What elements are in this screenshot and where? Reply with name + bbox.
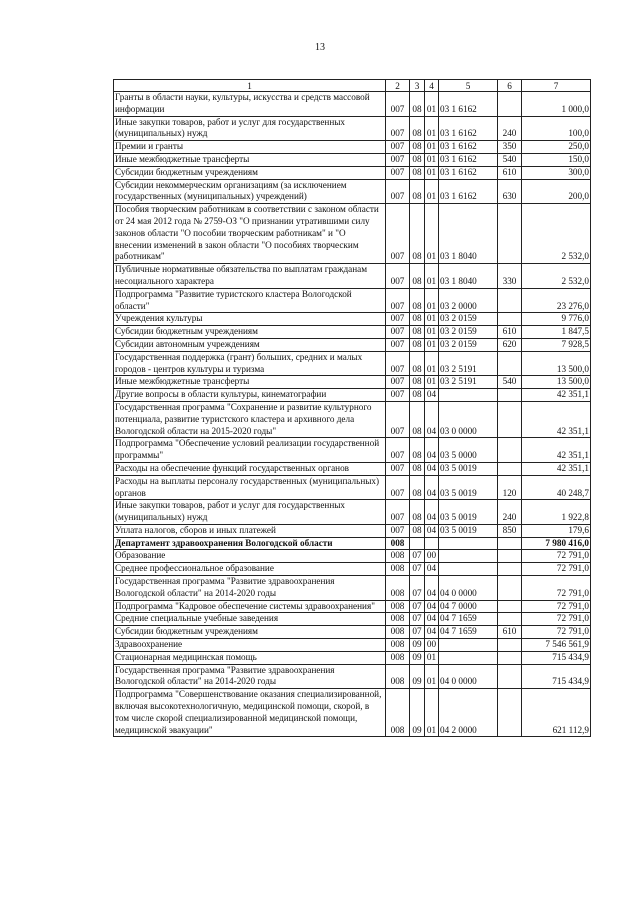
row-ministry-code: 008 [386, 613, 410, 626]
row-ministry-code: 007 [386, 141, 410, 154]
row-ministry-code: 007 [386, 524, 410, 537]
row-target-code: 03 1 8040 [439, 264, 498, 289]
row-ministry-code: 007 [386, 376, 410, 389]
row-amount: 72 791,0 [522, 600, 591, 613]
row-name: Субсидии бюджетным учреждениям [114, 166, 386, 179]
row-name: Расходы на выплаты персоналу государственных (муниципальных) органов [114, 475, 386, 500]
table-row [114, 179, 591, 204]
row-subsection-code: 01 [425, 92, 439, 117]
row-ministry-code: 007 [386, 313, 410, 326]
row-amount: 13 500,0 [522, 351, 591, 376]
row-ministry-code: 007 [386, 462, 410, 475]
table-row [114, 664, 591, 689]
row-section-code: 08 [410, 524, 425, 537]
row-expense-type [498, 576, 522, 601]
row-amount: 40 248,7 [522, 475, 591, 500]
row-expense-type: 540 [498, 153, 522, 166]
row-section-code: 08 [410, 475, 425, 500]
row-expense-type [498, 401, 522, 437]
row-subsection-code: 04 [425, 475, 439, 500]
row-ministry-code: 008 [386, 626, 410, 639]
row-ministry-code: 007 [386, 389, 410, 402]
row-amount: 100,0 [522, 116, 591, 141]
row-subsection-code: 01 [425, 166, 439, 179]
row-expense-type: 350 [498, 141, 522, 154]
row-name: Расходы на обеспечение функций государственных органов [114, 462, 386, 475]
row-subsection-code: 01 [425, 351, 439, 376]
row-expense-type: 610 [498, 626, 522, 639]
row-ministry-code: 008 [386, 689, 410, 737]
row-target-code: 03 5 0019 [439, 500, 498, 525]
table-row [114, 326, 591, 339]
row-subsection-code: 04 [425, 389, 439, 402]
row-subsection-code [425, 537, 439, 550]
row-name: Премии и гранты [114, 141, 386, 154]
row-expense-type [498, 288, 522, 313]
table-row [114, 141, 591, 154]
table-row [114, 524, 591, 537]
row-name: Субсидии бюджетным учреждениям [114, 326, 386, 339]
row-expense-type: 240 [498, 500, 522, 525]
row-amount: 715 434,9 [522, 651, 591, 664]
row-subsection-code: 04 [425, 500, 439, 525]
row-subsection-code: 01 [425, 313, 439, 326]
row-amount: 42 351,1 [522, 438, 591, 463]
row-ministry-code: 007 [386, 500, 410, 525]
row-section-code: 09 [410, 651, 425, 664]
row-expense-type [498, 651, 522, 664]
row-name: Государственная программа "Развитие здравоохранения Вологодской области" на 2014-2020 годы [114, 664, 386, 689]
row-ministry-code: 008 [386, 563, 410, 576]
row-name: Образование [114, 550, 386, 563]
row-amount: 9 776,0 [522, 313, 591, 326]
row-amount: 42 351,1 [522, 462, 591, 475]
row-section-code: 08 [410, 351, 425, 376]
row-section-code: 08 [410, 166, 425, 179]
budget-table [113, 79, 591, 737]
row-target-code: 03 5 0000 [439, 438, 498, 463]
row-name: Иные межбюджетные трансферты [114, 153, 386, 166]
row-target-code [439, 550, 498, 563]
row-target-code: 04 0 0000 [439, 664, 498, 689]
table-row [114, 475, 591, 500]
row-target-code: 03 5 0019 [439, 462, 498, 475]
row-ministry-code: 008 [386, 550, 410, 563]
row-expense-type: 330 [498, 264, 522, 289]
row-name: Иные закупки товаров, работ и услуг для государственных (муниципальных) нужд [114, 116, 386, 141]
row-ministry-code: 007 [386, 288, 410, 313]
table-row [114, 166, 591, 179]
row-subsection-code: 04 [425, 524, 439, 537]
row-expense-type: 620 [498, 338, 522, 351]
row-amount: 72 791,0 [522, 550, 591, 563]
row-expense-type [498, 550, 522, 563]
row-target-code: 03 2 5191 [439, 376, 498, 389]
row-section-code: 07 [410, 550, 425, 563]
row-subsection-code: 01 [425, 376, 439, 389]
row-target-code: 03 2 5191 [439, 351, 498, 376]
row-section-code: 08 [410, 264, 425, 289]
row-section-code: 08 [410, 338, 425, 351]
row-section-code: 09 [410, 664, 425, 689]
row-amount: 23 276,0 [522, 288, 591, 313]
row-target-code: 03 1 6162 [439, 141, 498, 154]
row-expense-type: 540 [498, 376, 522, 389]
row-expense-type: 610 [498, 166, 522, 179]
table-row [114, 576, 591, 601]
row-expense-type [498, 92, 522, 117]
row-subsection-code: 04 [425, 462, 439, 475]
row-ministry-code: 007 [386, 438, 410, 463]
row-section-code: 08 [410, 92, 425, 117]
table-row [114, 613, 591, 626]
table-row [114, 462, 591, 475]
row-subsection-code: 04 [425, 401, 439, 437]
row-ministry-code: 008 [386, 639, 410, 652]
row-expense-type: 120 [498, 475, 522, 500]
row-expense-type [498, 438, 522, 463]
row-section-code: 09 [410, 639, 425, 652]
row-name: Другие вопросы в области культуры, кинематографии [114, 389, 386, 402]
row-name: Государственная поддержка (грант) больших, средних и малых городов - центров культуры и туризма [114, 351, 386, 376]
row-section-code: 08 [410, 389, 425, 402]
row-subsection-code: 04 [425, 563, 439, 576]
row-subsection-code: 00 [425, 550, 439, 563]
row-subsection-code: 01 [425, 116, 439, 141]
row-section-code: 08 [410, 401, 425, 437]
row-expense-type: 240 [498, 116, 522, 141]
row-name: Государственная программа "Развитие здравоохранения Вологодской области" на 2014-2020 годы [114, 576, 386, 601]
row-section-code: 08 [410, 326, 425, 339]
row-name: Иные закупки товаров, работ и услуг для государственных (муниципальных) нужд [114, 500, 386, 525]
row-section-code: 07 [410, 613, 425, 626]
row-target-code: 03 1 6162 [439, 116, 498, 141]
row-expense-type [498, 689, 522, 737]
header-cell-6: 6 [498, 80, 522, 92]
row-target-code: 04 7 1659 [439, 613, 498, 626]
row-target-code: 03 2 0000 [439, 288, 498, 313]
row-section-code: 08 [410, 500, 425, 525]
table-row [114, 401, 591, 437]
row-target-code [439, 651, 498, 664]
row-target-code: 03 1 6162 [439, 153, 498, 166]
row-amount: 13 500,0 [522, 376, 591, 389]
row-target-code [439, 563, 498, 576]
row-section-code: 09 [410, 689, 425, 737]
row-expense-type [498, 613, 522, 626]
row-section-code: 08 [410, 179, 425, 204]
row-subsection-code: 01 [425, 689, 439, 737]
row-target-code: 04 0 0000 [439, 576, 498, 601]
row-section-code: 08 [410, 116, 425, 141]
row-target-code: 04 7 0000 [439, 600, 498, 613]
row-ministry-code: 008 [386, 600, 410, 613]
row-target-code: 04 7 1659 [439, 626, 498, 639]
row-subsection-code: 00 [425, 639, 439, 652]
header-cell-2: 2 [386, 80, 410, 92]
row-section-code: 08 [410, 438, 425, 463]
row-amount: 7 980 416,0 [522, 537, 591, 550]
row-expense-type [498, 600, 522, 613]
row-section-code [410, 537, 425, 550]
row-amount: 2 532,0 [522, 204, 591, 264]
row-subsection-code: 01 [425, 326, 439, 339]
row-section-code: 07 [410, 563, 425, 576]
row-name: Подпрограмма "Совершенствование оказания специализированной, включая высокотехнологичную, медицинской помощи, скорой, в том числе скорой специализированной медицинской помощи, медицинской эвакуации" [114, 689, 386, 737]
row-subsection-code: 01 [425, 664, 439, 689]
row-expense-type: 630 [498, 179, 522, 204]
row-subsection-code: 04 [425, 626, 439, 639]
row-name: Здравоохранение [114, 639, 386, 652]
row-section-code: 08 [410, 153, 425, 166]
table-row [114, 313, 591, 326]
row-amount: 621 112,9 [522, 689, 591, 737]
row-ministry-code: 007 [386, 351, 410, 376]
row-subsection-code: 01 [425, 651, 439, 664]
row-target-code: 03 2 0159 [439, 338, 498, 351]
row-expense-type [498, 563, 522, 576]
row-amount: 72 791,0 [522, 626, 591, 639]
row-ministry-code: 008 [386, 576, 410, 601]
row-name: Средние специальные учебные заведения [114, 613, 386, 626]
table-row [114, 438, 591, 463]
row-name: Подпрограмма "Кадровое обеспечение системы здравоохранения" [114, 600, 386, 613]
row-subsection-code: 04 [425, 576, 439, 601]
page-number: 13 [315, 42, 325, 53]
header-cell-3: 3 [410, 80, 425, 92]
row-expense-type: 850 [498, 524, 522, 537]
row-amount: 715 434,9 [522, 664, 591, 689]
row-name: Подпрограмма "Развитие туристского кластера Вологодской области" [114, 288, 386, 313]
row-ministry-code: 007 [386, 204, 410, 264]
row-target-code: 03 5 0019 [439, 475, 498, 500]
row-ministry-code: 007 [386, 92, 410, 117]
table-row [114, 376, 591, 389]
row-section-code: 08 [410, 462, 425, 475]
row-name: Среднее профессиональное образование [114, 563, 386, 576]
row-subsection-code: 01 [425, 179, 439, 204]
row-amount: 7 546 561,9 [522, 639, 591, 652]
row-expense-type [498, 351, 522, 376]
table-row [114, 639, 591, 652]
row-target-code: 03 2 0159 [439, 313, 498, 326]
row-expense-type [498, 664, 522, 689]
row-name: Учреждения культуры [114, 313, 386, 326]
row-section-code: 08 [410, 313, 425, 326]
row-name: Субсидии автономным учреждениям [114, 338, 386, 351]
row-section-code: 08 [410, 376, 425, 389]
row-amount: 42 351,1 [522, 389, 591, 402]
row-amount: 72 791,0 [522, 563, 591, 576]
header-cell-4: 4 [425, 80, 439, 92]
row-target-code: 04 2 0000 [439, 689, 498, 737]
row-target-code: 03 1 6162 [439, 92, 498, 117]
row-ministry-code: 007 [386, 401, 410, 437]
row-name: Стационарная медицинская помощь [114, 651, 386, 664]
table-row [114, 116, 591, 141]
table-row [114, 651, 591, 664]
header-cell-7: 7 [522, 80, 591, 92]
row-amount: 179,6 [522, 524, 591, 537]
row-target-code: 03 0 0000 [439, 401, 498, 437]
row-target-code: 03 1 6162 [439, 179, 498, 204]
row-amount: 7 928,5 [522, 338, 591, 351]
row-name: Иные межбюджетные трансферты [114, 376, 386, 389]
row-subsection-code: 04 [425, 438, 439, 463]
row-expense-type [498, 313, 522, 326]
row-target-code: 03 5 0019 [439, 524, 498, 537]
table-row [114, 204, 591, 264]
row-subsection-code: 04 [425, 613, 439, 626]
table-row [114, 288, 591, 313]
row-amount: 1 922,8 [522, 500, 591, 525]
row-amount: 1 847,5 [522, 326, 591, 339]
row-amount: 200,0 [522, 179, 591, 204]
row-target-code [439, 389, 498, 402]
table-row [114, 338, 591, 351]
table-header-row [114, 80, 591, 92]
row-ministry-code: 007 [386, 116, 410, 141]
row-target-code [439, 537, 498, 550]
row-expense-type [498, 462, 522, 475]
header-cell-5: 5 [439, 80, 498, 92]
row-ministry-code: 007 [386, 338, 410, 351]
table-row [114, 92, 591, 117]
table-row [114, 600, 591, 613]
row-target-code [439, 639, 498, 652]
table-row [114, 389, 591, 402]
row-subsection-code: 01 [425, 338, 439, 351]
table-row [114, 153, 591, 166]
row-name: Субсидии некоммерческим организациям (за исключением государственных (муниципальных) учреждений) [114, 179, 386, 204]
table-row [114, 550, 591, 563]
table-row [114, 689, 591, 737]
row-amount: 42 351,1 [522, 401, 591, 437]
row-subsection-code: 01 [425, 141, 439, 154]
row-amount: 250,0 [522, 141, 591, 154]
row-ministry-code: 008 [386, 537, 410, 550]
row-ministry-code: 007 [386, 153, 410, 166]
row-name: Пособия творческим работникам в соответствии с законом области от 24 мая 2012 года № 2759-ОЗ "О признании утратившими силу законов области "О пособии творческим работникам" и "О внесении изменений в закон области "О пособиях творческим работникам" [114, 204, 386, 264]
row-ministry-code: 007 [386, 166, 410, 179]
row-section-code: 07 [410, 600, 425, 613]
row-name: Подпрограмма "Обеспечение условий реализации государственной программы" [114, 438, 386, 463]
table-row [114, 351, 591, 376]
row-ministry-code: 007 [386, 326, 410, 339]
row-expense-type [498, 537, 522, 550]
row-name: Департамент здравоохранения Вологодской области [114, 537, 386, 550]
row-amount: 1 000,0 [522, 92, 591, 117]
row-expense-type [498, 389, 522, 402]
row-target-code: 03 2 0159 [439, 326, 498, 339]
header-cell-1: 1 [114, 80, 386, 92]
row-amount: 72 791,0 [522, 576, 591, 601]
row-ministry-code: 008 [386, 651, 410, 664]
table-row [114, 626, 591, 639]
row-amount: 2 532,0 [522, 264, 591, 289]
row-subsection-code: 01 [425, 264, 439, 289]
row-target-code: 03 1 8040 [439, 204, 498, 264]
row-section-code: 07 [410, 626, 425, 639]
table-row [114, 264, 591, 289]
row-name: Субсидии бюджетным учреждениям [114, 626, 386, 639]
row-name: Гранты в области науки, культуры, искусства и средств массовой информации [114, 92, 386, 117]
row-amount: 72 791,0 [522, 613, 591, 626]
row-subsection-code: 04 [425, 600, 439, 613]
row-section-code: 08 [410, 204, 425, 264]
row-ministry-code: 007 [386, 475, 410, 500]
table-row [114, 500, 591, 525]
row-ministry-code: 008 [386, 664, 410, 689]
row-amount: 300,0 [522, 166, 591, 179]
row-section-code: 08 [410, 141, 425, 154]
row-target-code: 03 1 6162 [439, 166, 498, 179]
row-name: Государственная программа "Сохранение и развитие культурного потенциала, развитие туристского кластера и архивного дела Вологодской области на 2015-2020 годы" [114, 401, 386, 437]
table-row [114, 537, 591, 550]
row-subsection-code: 01 [425, 288, 439, 313]
row-subsection-code: 01 [425, 153, 439, 166]
row-expense-type: 610 [498, 326, 522, 339]
row-ministry-code: 007 [386, 264, 410, 289]
row-section-code: 08 [410, 288, 425, 313]
row-name: Публичные нормативные обязательства по выплатам гражданам несоциального характера [114, 264, 386, 289]
row-ministry-code: 007 [386, 179, 410, 204]
row-subsection-code: 01 [425, 204, 439, 264]
row-section-code: 07 [410, 576, 425, 601]
row-name: Уплата налогов, сборов и иных платежей [114, 524, 386, 537]
row-expense-type [498, 204, 522, 264]
row-amount: 150,0 [522, 153, 591, 166]
row-expense-type [498, 639, 522, 652]
table-row [114, 563, 591, 576]
